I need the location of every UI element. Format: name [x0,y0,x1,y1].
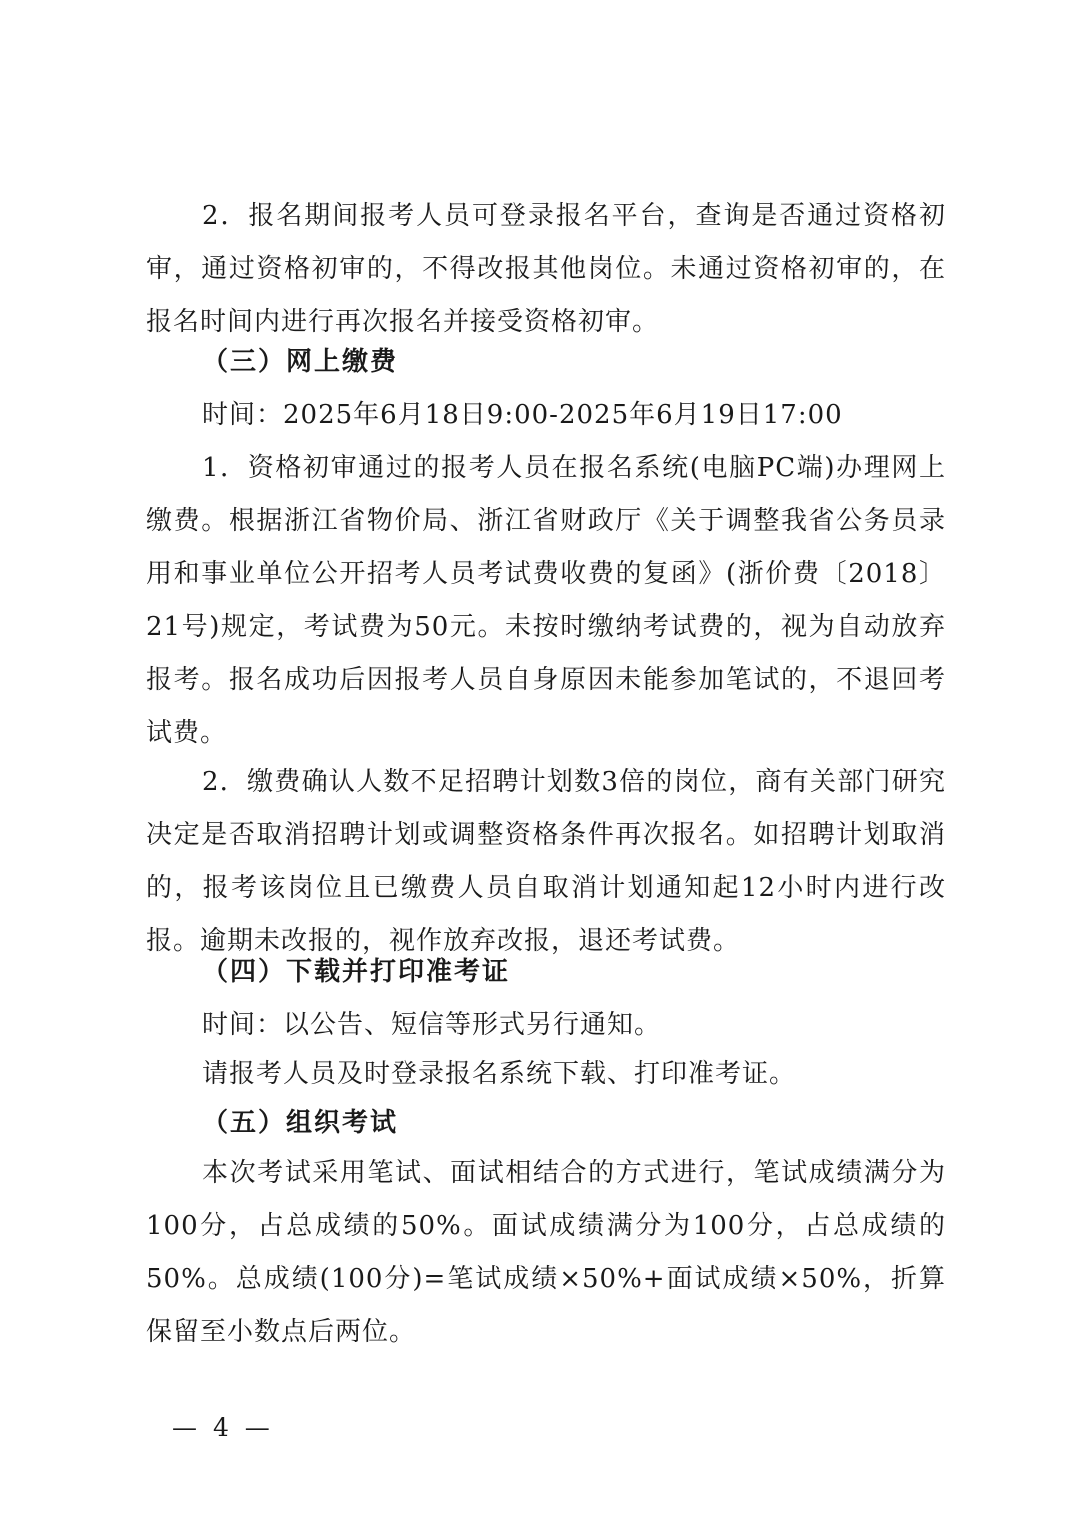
paragraph-ticket-instructions: 请报考人员及时登录报名系统下载、打印准考证。 [202,1059,797,1089]
section-heading-exam-organization: （五）组织考试 [202,1108,399,1138]
paragraph-payment-time: 时间：2025年6月18日9:00-2025年6月19日17:00 [202,400,843,430]
section-heading-online-payment: （三）网上缴费 [202,347,399,377]
paragraph-payment-rules: 1．资格初审通过的报考人员在报名系统(电脑PC端)办理网上缴费。根据浙江省物价局、浙江省财政厅《关于调整我省公务员录用和事业单位公开招考人员考试费收费的复函》(浙价费〔2018〕21号)规定，考试费为50元。未按时缴纳考试费的，视为自动放弃报考。报名成功后因报考人员自身原因未能参加笔试的，不退回考试费。 [146,453,946,748]
paragraph-exam-scoring: 本次考试采用笔试、面试相结合的方式进行，笔试成绩满分为100分，占总成绩的50%。面试成绩满分为100分，占总成绩的50%。总成绩(100分)=笔试成绩×50%+面试成绩×50%，折算保留至小数点后两位。 [146,1158,946,1347]
paragraph-registration-review: 2．报名期间报考人员可登录报名平台，查询是否通过资格初审，通过资格初审的，不得改报其他岗位。未通过资格初审的，在报名时间内进行再次报名并接受资格初审。 [146,201,946,337]
page-number: — 4 — [172,1413,274,1442]
paragraph-ticket-time: 时间：以公告、短信等形式另行通知。 [202,1010,662,1040]
paragraph-insufficient-applicants: 2．缴费确认人数不足招聘计划数3倍的岗位，商有关部门研究决定是否取消招聘计划或调整资格条件再次报名。如招聘计划取消的，报考该岗位且已缴费人员自取消计划通知起12小时内进行改报。逾期未改报的，视作放弃改报，退还考试费。 [146,767,946,956]
section-heading-admission-ticket: （四）下载并打印准考证 [202,957,511,987]
